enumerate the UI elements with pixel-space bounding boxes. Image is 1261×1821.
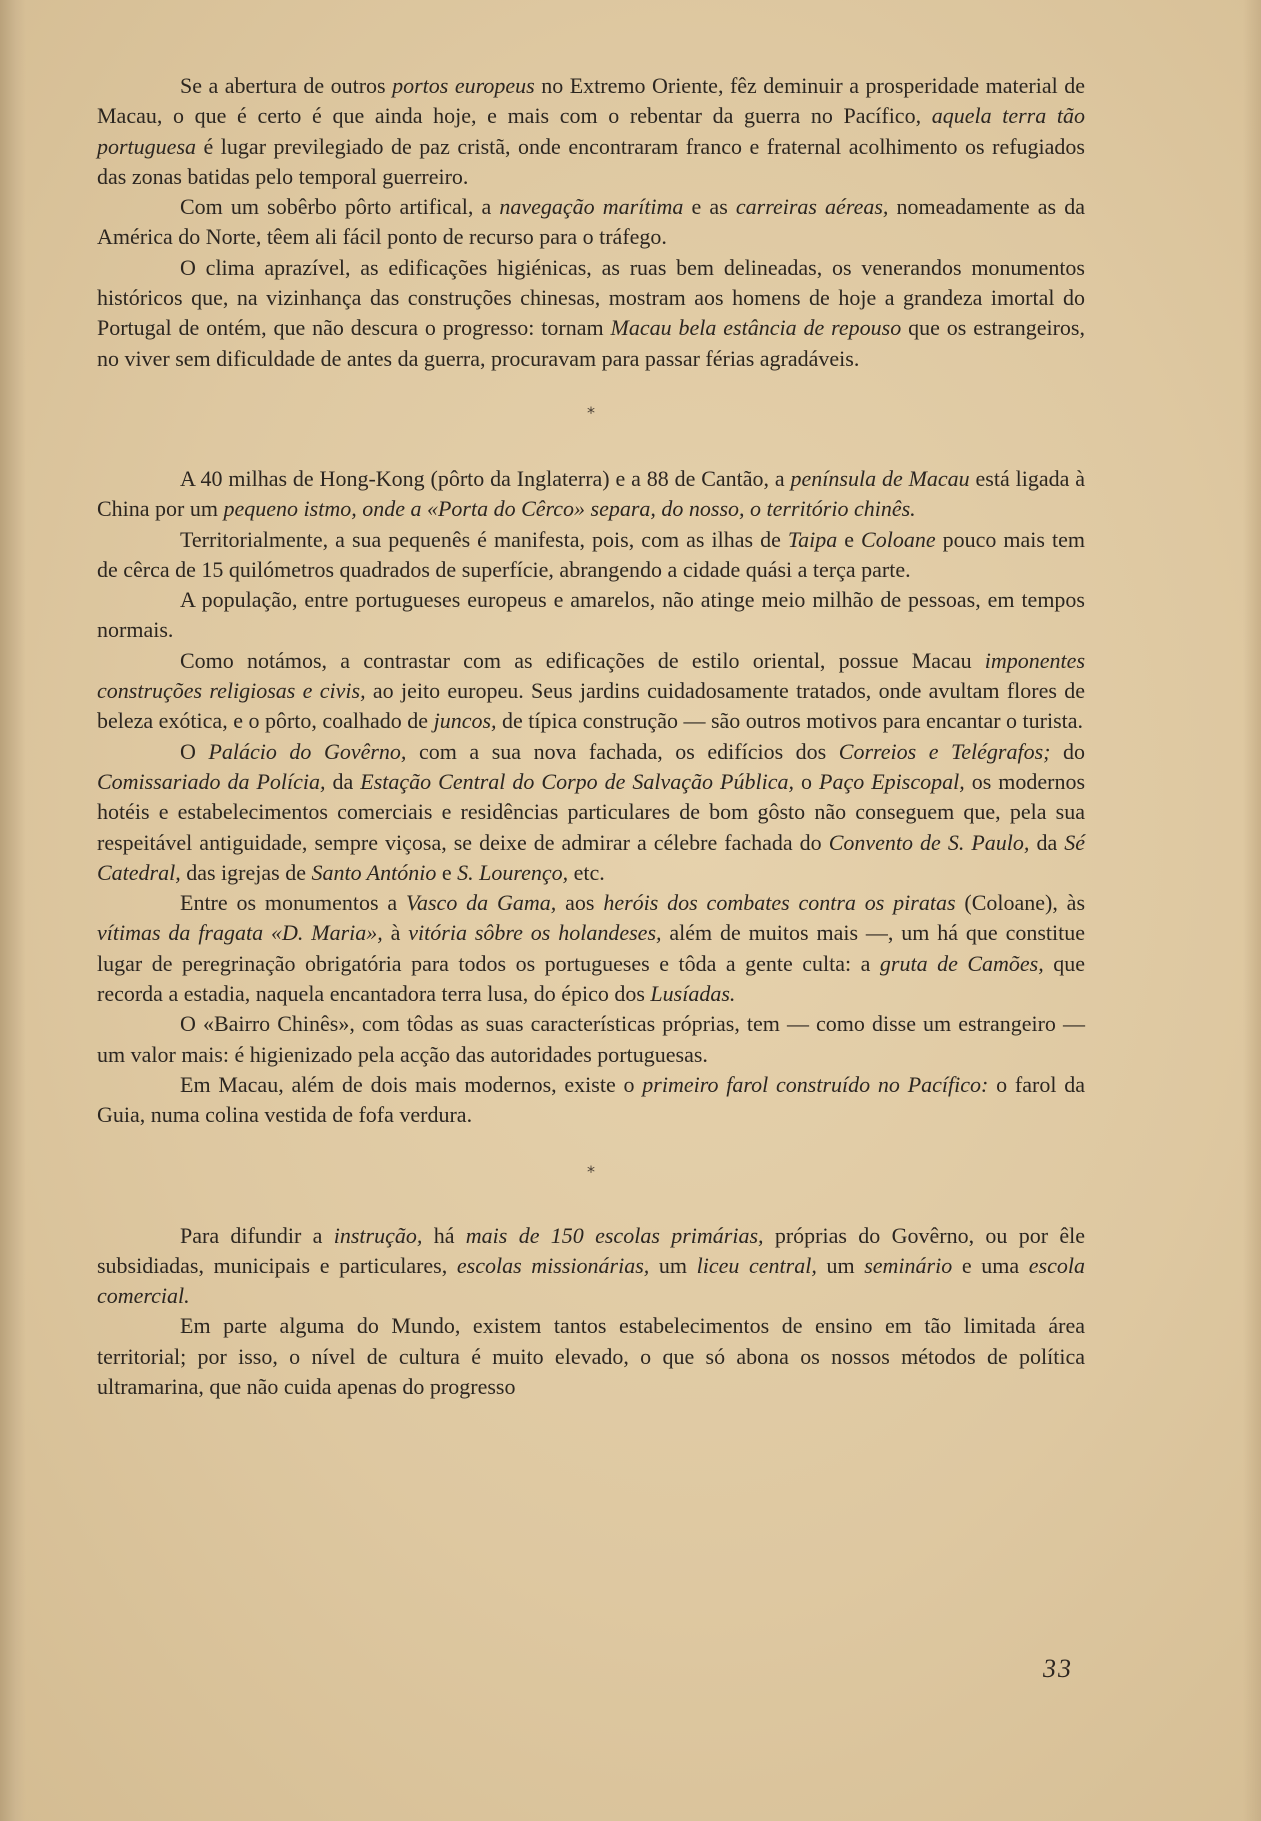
text-run: que os estrangeiros, no viver sem dificuldade de antes da guerra, procuravam para passar férias agradáveis.: [97, 315, 1085, 371]
text-run: é lugar previlegiado de paz cristã, onde encontraram franco e fraternal acolhimento os refugiados das zonas batidas pelo temporal guerreiro.: [97, 133, 1085, 189]
text-run: da: [325, 768, 361, 794]
text-run: das igrejas de: [180, 859, 312, 885]
paragraph: [97, 888, 1085, 1009]
text-run: de típica construção — são outros motivos para encantar o turista.: [496, 708, 1084, 734]
text-run: os modernos hotéis e estabelecimentos comerciais e residências particulares de bom gôsto não conseguem que, pela sua respeitável antiguidade, sempre viçosa, se deixe de admirar a célebre fachada do: [97, 768, 1086, 855]
text-run: pouco mais tem de cêrca de 15 quilómetros quadrados de superfície, abrangendo a cidade quási a terça parte.: [97, 526, 1085, 582]
paragraph: [97, 1221, 1085, 1312]
italic-phrase: liceu central,: [696, 1252, 817, 1278]
italic-phrase: S. Lourenço,: [457, 859, 569, 885]
text-run: com a sua nova fachada, os edifícios dos: [406, 738, 839, 764]
text-run: O: [180, 738, 209, 764]
italic-phrase: escolas missionárias,: [456, 1252, 650, 1278]
text-run: e uma: [952, 1252, 1029, 1278]
italic-phrase: navegação marítima: [499, 194, 684, 220]
italic-phrase: pequeno istmo, onde a «Porta do Cêrco» separa, do nosso, o território chinês.: [223, 496, 916, 522]
section-separator: *: [587, 402, 595, 422]
text-run: A população, entre portugueses europeus e amarelos, não atinge meio milhão de pessoas, em tempos normais.: [97, 587, 1085, 643]
italic-phrase: Sé Catedral,: [97, 829, 1085, 885]
paragraph: [97, 192, 1085, 253]
text-run: além de muitos mais —, um há que constitue lugar de peregrinação obrigatória para todos os portugueses e tôda a gente culta: a: [97, 920, 1085, 976]
italic-phrase: Paço Episcopal,: [819, 768, 965, 794]
italic-phrase: Correios e Telégrafos;: [838, 738, 1051, 764]
text-run: que recorda a estadia, naquela encantadora terra lusa, do épico dos: [97, 950, 1086, 1007]
paragraph: [97, 525, 1085, 586]
italic-phrase: juncos,: [433, 708, 497, 734]
paragraph: [97, 585, 1085, 646]
italic-phrase: imponentes construções religiosas e civis,: [97, 647, 1085, 704]
italic-phrase: Taipa: [787, 526, 838, 552]
italic-phrase: Vasco da Gama,: [406, 890, 557, 916]
text-run: um: [649, 1252, 697, 1278]
italic-phrase: vítimas da fragata «D. Maria»,: [97, 920, 383, 946]
text-run: Se a abertura de outros: [180, 73, 393, 98]
text-run: e as: [683, 194, 736, 220]
text-run: etc.: [568, 859, 605, 885]
text-run: Como notámos, a contrastar com as edificações de estilo oriental, possue Macau: [180, 647, 985, 673]
text-run: A 40 milhas de Hong-Kong (pôrto da Inglaterra) e a 88 de Cantão, a: [180, 465, 791, 491]
text-run: e: [837, 526, 862, 552]
italic-phrase: mais de 150 escolas primárias,: [465, 1222, 764, 1248]
paragraph: [97, 464, 1085, 525]
italic-phrase: vitória sôbre os holandeses,: [408, 920, 662, 946]
text-run: há: [422, 1222, 466, 1248]
text-run: O clima aprazível, as edificações higiénicas, as ruas bem delineadas, os venerandos monumentos históricos que, na vizinhança das construções chinesas, mostram aos homens de hoje a grandeza imortal do Portugal de ontém, que não descura o progresso: tornam: [97, 254, 1085, 341]
page-number: 33: [1043, 1654, 1073, 1683]
text-block-intro: [97, 71, 1085, 374]
text-block-geography: [97, 464, 1085, 1131]
text-run: Em parte alguma do Mundo, existem tantos estabelecimentos de ensino em tão limitada área territorial; por isso, o nível de cultura é muito elevado, o que só abona os nossos métodos de política ultramarina, que não cuida apenas do progresso: [97, 1313, 1085, 1399]
paragraph: [97, 646, 1085, 737]
text-run: está ligada à China por um: [97, 465, 1085, 522]
text-run: próprias do Govêrno, ou por êle subsidiadas, municipais e particulares,: [97, 1222, 1086, 1278]
text-run: O «Bairro Chinês», com tôdas as suas características próprias, tem — como disse um estrangeiro — um valor mais: é higienizado pela acção das autoridades portuguesas.: [97, 1011, 1085, 1067]
italic-phrase: Santo António: [311, 859, 437, 885]
italic-phrase: aquela terra tão portuguesa: [97, 103, 1085, 159]
italic-phrase: Coloane: [861, 526, 936, 552]
text-run: Entre os monumentos a: [180, 890, 406, 916]
text-run: Com um sobêrbo pôrto artifical, a: [180, 194, 500, 220]
text-run: um: [816, 1252, 865, 1278]
text-run: aos: [556, 890, 604, 916]
italic-phrase: primeiro farol construído no Pacífico:: [642, 1071, 989, 1097]
italic-phrase: heróis dos combates contra os piratas: [603, 890, 956, 916]
italic-phrase: Comissariado da Polícia,: [97, 768, 326, 794]
paragraph: [97, 1311, 1085, 1402]
italic-phrase: seminário: [864, 1252, 953, 1278]
text-run: Em Macau, além de dois mais modernos, existe o: [180, 1071, 643, 1097]
text-run: no Extremo Oriente, fêz deminuir a prosperidade material de Macau, o que é certo é que ainda hoje, e mais com o rebentar da guerra no Pacífico,: [97, 73, 1085, 129]
italic-phrase: Palácio do Govêrno,: [208, 738, 407, 764]
paragraph: [97, 253, 1085, 374]
text-run: (Coloane), às: [955, 890, 1086, 916]
text-run: o: [793, 768, 819, 794]
italic-phrase: gruta de Camões,: [879, 950, 1044, 976]
text-run: à: [382, 920, 409, 946]
text-run: e: [436, 859, 458, 885]
paragraph: [97, 737, 1085, 888]
paragraph: [97, 1070, 1085, 1131]
italic-phrase: Macau bela estância de repouso: [610, 315, 902, 341]
italic-phrase: Lusíadas.: [650, 981, 736, 1007]
section-separator: *: [587, 1161, 595, 1181]
italic-phrase: portos europeus: [392, 73, 535, 98]
text-run: Para difundir a: [180, 1222, 334, 1248]
text-run: do: [1050, 738, 1086, 764]
text-run: da: [1029, 829, 1065, 855]
text-run: o farol da Guia, numa colina vestida de fofa verdura.: [97, 1071, 1085, 1128]
text-block-education: [97, 1221, 1085, 1403]
italic-phrase: escola comercial.: [97, 1252, 1085, 1309]
text-run: Territorialmente, a sua pequenês é manifesta, pois, com as ilhas de: [180, 526, 788, 552]
body-text: [97, 71, 1085, 1402]
italic-phrase: Convento de S. Paulo,: [828, 829, 1030, 855]
italic-phrase: península de Macau: [790, 465, 970, 491]
italic-phrase: carreiras aéreas,: [735, 194, 889, 220]
text-run: nomeadamente as da América do Norte, têem ali fácil ponto de recurso para o tráfego.: [97, 194, 1085, 250]
italic-phrase: instrução,: [333, 1222, 423, 1248]
paragraph: [97, 1009, 1085, 1070]
text-run: ao jeito europeu. Seus jardins cuidadosamente tratados, onde avultam flores de beleza exótica, e o pôrto, coalhado de: [97, 678, 1086, 734]
italic-phrase: Estação Central do Corpo de Salvação Pública,: [360, 768, 794, 794]
paragraph: [97, 71, 1085, 192]
